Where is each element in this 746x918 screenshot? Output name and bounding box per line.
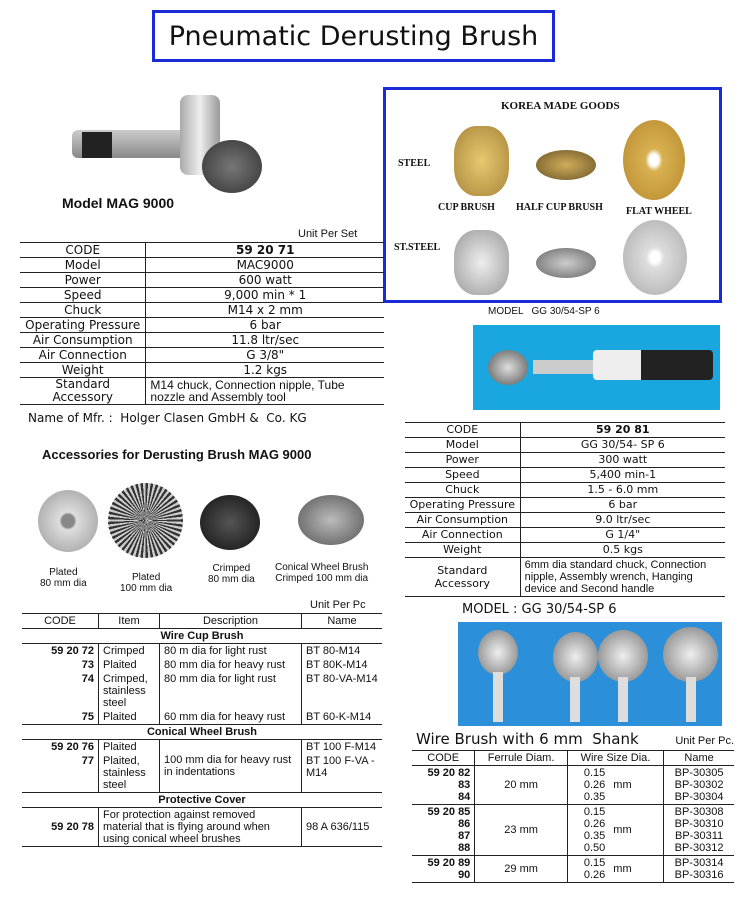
- steel-half-cup-image: [536, 150, 596, 180]
- size-unit: mm: [613, 863, 632, 875]
- spec-row: [20, 333, 384, 348]
- codes: 59 20 85 86 87 88: [412, 805, 475, 856]
- spec-label: Standard Accessory: [20, 378, 146, 405]
- spec-label: Operating Pressure: [405, 498, 520, 513]
- spec-row: [20, 273, 384, 288]
- spec-row: [405, 543, 725, 558]
- ststeel-label: ST.STEEL: [394, 242, 441, 253]
- plated-100-brush-image: [108, 483, 183, 558]
- table-row: [22, 808, 382, 847]
- ferrule-diam: 23 mm: [475, 805, 568, 856]
- ststeel-cup-brush-image: [454, 230, 509, 295]
- spec-value: G 1/4": [520, 528, 725, 543]
- size-unit: mm: [613, 824, 632, 836]
- spec-label: Speed: [405, 468, 520, 483]
- names: BP-30314 BP-30316: [664, 856, 734, 883]
- spec-value: 1.5 - 6.0 mm: [520, 483, 725, 498]
- spec-label: Speed: [20, 288, 146, 303]
- spec-label: Operating Pressure: [20, 318, 146, 333]
- spec-label: Model: [20, 258, 146, 273]
- name: BT 80-VA-M14: [302, 672, 383, 710]
- spec-row: [20, 258, 384, 273]
- description: 60 mm dia for heavy rust: [160, 710, 302, 725]
- code: 74: [81, 673, 94, 685]
- col-code: CODE: [22, 614, 99, 629]
- gg-model-caption-top: MODEL GG 30/54-SP 6: [488, 306, 600, 317]
- name: BT 60-K-M14: [302, 710, 383, 725]
- table-row: [22, 710, 382, 725]
- ferrule-diam: 20 mm: [475, 766, 568, 805]
- size-list: 0.15 0.26 0.35 0.50: [583, 806, 606, 854]
- col-ferrule: Ferrule Diam.: [475, 751, 568, 766]
- spec-value: 300 watt: [520, 453, 725, 468]
- spec-label: Chuck: [405, 483, 520, 498]
- spec-value: 600 watt: [146, 273, 384, 288]
- spec-value: 1.2 kgs: [146, 363, 384, 378]
- gg-model-heading: MODEL : GG 30/54-SP 6: [462, 602, 617, 617]
- col-description: Description: [160, 614, 302, 629]
- spec-value: 6 bar: [520, 498, 725, 513]
- cup-brush-label: CUP BRUSH: [438, 202, 495, 213]
- steel-flat-wheel-image: [623, 120, 685, 200]
- mag-unit-label: Unit Per Set: [298, 228, 358, 240]
- spec-label: Air Connection: [20, 348, 146, 363]
- code: 59 20 72: [51, 645, 94, 657]
- item: Crimped: [99, 644, 160, 659]
- accessories-table: [22, 613, 382, 847]
- spec-row: [20, 378, 384, 405]
- spec-value: 9.0 ltr/sec: [520, 513, 725, 528]
- table-row: [412, 766, 734, 805]
- mag-spec-section: [20, 242, 384, 426]
- spec-value: M14 x 2 mm: [146, 303, 384, 318]
- section-conical-wheel-brush: Conical Wheel Brush: [22, 725, 382, 740]
- spec-row: [405, 453, 725, 468]
- description: 80 m dia for light rust: [160, 644, 302, 659]
- section-protective-cover: Protective Cover: [22, 793, 382, 808]
- spec-value: M14 chuck, Connection nipple, Tube nozzle and Assembly tool: [146, 378, 384, 405]
- page-title: Pneumatic Derusting Brush: [152, 10, 555, 62]
- section-wire-cup-brush: Wire Cup Brush: [22, 629, 382, 644]
- spec-row: [405, 438, 725, 453]
- gg-tool-image: [473, 325, 720, 410]
- gg-section: [405, 422, 734, 883]
- spec-value: 6 bar: [146, 318, 384, 333]
- ferrule-diam: 29 mm: [475, 856, 568, 883]
- spec-value: 0.5 kgs: [520, 543, 725, 558]
- table-row: [22, 658, 382, 672]
- conical-wheel-brush-image: [298, 495, 364, 545]
- item: Plaited: [99, 710, 160, 725]
- mag9000-caption: Model MAG 9000: [62, 195, 175, 211]
- codes: 59 20 89 90: [412, 856, 475, 883]
- spec-row: [405, 528, 725, 543]
- korea-goods-panel: [383, 87, 722, 303]
- description: 80 mm dia for heavy rust: [160, 658, 302, 672]
- codes: 59 20 82 83 84: [412, 766, 475, 805]
- acc-unit-label: Unit Per Pc: [310, 599, 366, 611]
- spec-label: CODE: [20, 243, 146, 258]
- spec-value: G 3/8": [146, 348, 384, 363]
- item: Plaited: [99, 740, 160, 755]
- description: For protection against removed material that is flying around when using conical wheel brushes: [99, 808, 302, 847]
- caption-plated-100: Plated 100 mm dia: [120, 572, 173, 594]
- size-list: 0.15 0.26: [583, 857, 606, 881]
- spec-row: [405, 513, 725, 528]
- crimped-80-brush-image: [200, 495, 260, 550]
- plated-80-brush-image: [38, 490, 98, 552]
- spec-row: [405, 483, 725, 498]
- mag9000-tool-image: [62, 75, 262, 193]
- spec-row: [405, 468, 725, 483]
- spec-label: Air Consumption: [405, 513, 520, 528]
- spec-label: Weight: [405, 543, 520, 558]
- name: BT 100 F-M14: [302, 740, 383, 755]
- korea-heading: KOREA MADE GOODS: [501, 100, 620, 112]
- name: BT 100 F-VA -M14: [302, 754, 383, 793]
- table-row: [22, 644, 382, 659]
- spec-label: Power: [405, 453, 520, 468]
- caption-crimped-80: Crimped 80 mm dia: [208, 563, 255, 585]
- spec-value: 9,000 min * 1: [146, 288, 384, 303]
- steel-cup-brush-image: [454, 126, 509, 196]
- size-unit: mm: [613, 779, 632, 791]
- table-row: [22, 672, 382, 710]
- shank-heading: Wire Brush with 6 mm Shank: [416, 730, 639, 748]
- wire-sizes: [567, 805, 663, 856]
- flat-wheel-label: FLAT WHEEL: [626, 206, 692, 217]
- spec-label: Weight: [20, 363, 146, 378]
- spec-label: Standard Accessory: [405, 558, 520, 597]
- spec-value: 59 20 71: [146, 243, 384, 258]
- shank-unit-label: Unit Per Pc.: [675, 735, 734, 747]
- spec-label: Air Connection: [405, 528, 520, 543]
- steel-label: STEEL: [398, 158, 431, 169]
- gg-spec-table: [405, 422, 725, 597]
- col-name: Name: [302, 614, 383, 629]
- table-row: [412, 856, 734, 883]
- wire-brush-photo: [458, 622, 722, 726]
- spec-row: [20, 348, 384, 363]
- spec-row: [405, 558, 725, 597]
- spec-value: 11.8 ltr/sec: [146, 333, 384, 348]
- name: 98 A 636/115: [302, 808, 383, 847]
- code: 59 20 78: [22, 808, 99, 847]
- size-list: 0.15 0.26 0.35: [583, 767, 606, 803]
- ststeel-flat-wheel-image: [623, 220, 687, 295]
- code: 75: [81, 711, 94, 723]
- item: Plaited: [99, 658, 160, 672]
- spec-row: [20, 318, 384, 333]
- mag-spec-table: [20, 242, 384, 405]
- spec-label: Model: [405, 438, 520, 453]
- shank-table: [412, 750, 734, 883]
- code: 59 20 76: [51, 741, 94, 753]
- code: 73: [81, 659, 94, 671]
- name: BT 80-M14: [302, 644, 383, 659]
- names: BP-30308 BP-30310 BP-30311 BP-30312: [664, 805, 734, 856]
- item: Crimped, stainless steel: [99, 672, 160, 710]
- description: 100 mm dia for heavy rust in indentations: [160, 740, 302, 793]
- spec-label: Chuck: [20, 303, 146, 318]
- spec-value: MAC9000: [146, 258, 384, 273]
- spec-row: [20, 363, 384, 378]
- spec-label: CODE: [405, 423, 520, 438]
- spec-row: [20, 288, 384, 303]
- col-item: Item: [99, 614, 160, 629]
- item: Plaited, stainless steel: [99, 754, 160, 793]
- col-wire-size: Wire Size Dia.: [567, 751, 663, 766]
- wire-sizes: [567, 856, 663, 883]
- col-code: CODE: [412, 751, 475, 766]
- spec-row: [20, 243, 384, 258]
- col-name: Name: [664, 751, 734, 766]
- spec-value: 5,400 min-1: [520, 468, 725, 483]
- spec-label: Power: [20, 273, 146, 288]
- spec-value: GG 30/54- SP 6: [520, 438, 725, 453]
- wire-sizes: [567, 766, 663, 805]
- spec-value: 59 20 81: [520, 423, 725, 438]
- description: 80 mm dia for light rust: [160, 672, 302, 710]
- spec-value: 6mm dia standard chuck, Connection nipple, Assembly wrench, Hanging device and Second handle: [520, 558, 725, 597]
- spec-row: [20, 303, 384, 318]
- caption-conical: Conical Wheel Brush Crimped 100 mm dia: [275, 562, 369, 584]
- names: BP-30305 BP-30302 BP-30304: [664, 766, 734, 805]
- manufacturer-name: Name of Mfr. : Holger Clasen GmbH & Co. KG: [28, 411, 307, 425]
- accessories-heading: Accessories for Derusting Brush MAG 9000: [42, 447, 312, 462]
- spec-row: [405, 423, 725, 438]
- code: 77: [81, 755, 94, 767]
- name: BT 80K-M14: [302, 658, 383, 672]
- shank-heading-row: [416, 730, 734, 748]
- table-row: [22, 740, 382, 755]
- spec-row: [405, 498, 725, 513]
- ststeel-half-cup-image: [536, 248, 596, 278]
- caption-plated-80: Plated 80 mm dia: [40, 567, 87, 589]
- spec-label: Air Consumption: [20, 333, 146, 348]
- table-row: [412, 805, 734, 856]
- half-cup-label: HALF CUP BRUSH: [516, 202, 603, 213]
